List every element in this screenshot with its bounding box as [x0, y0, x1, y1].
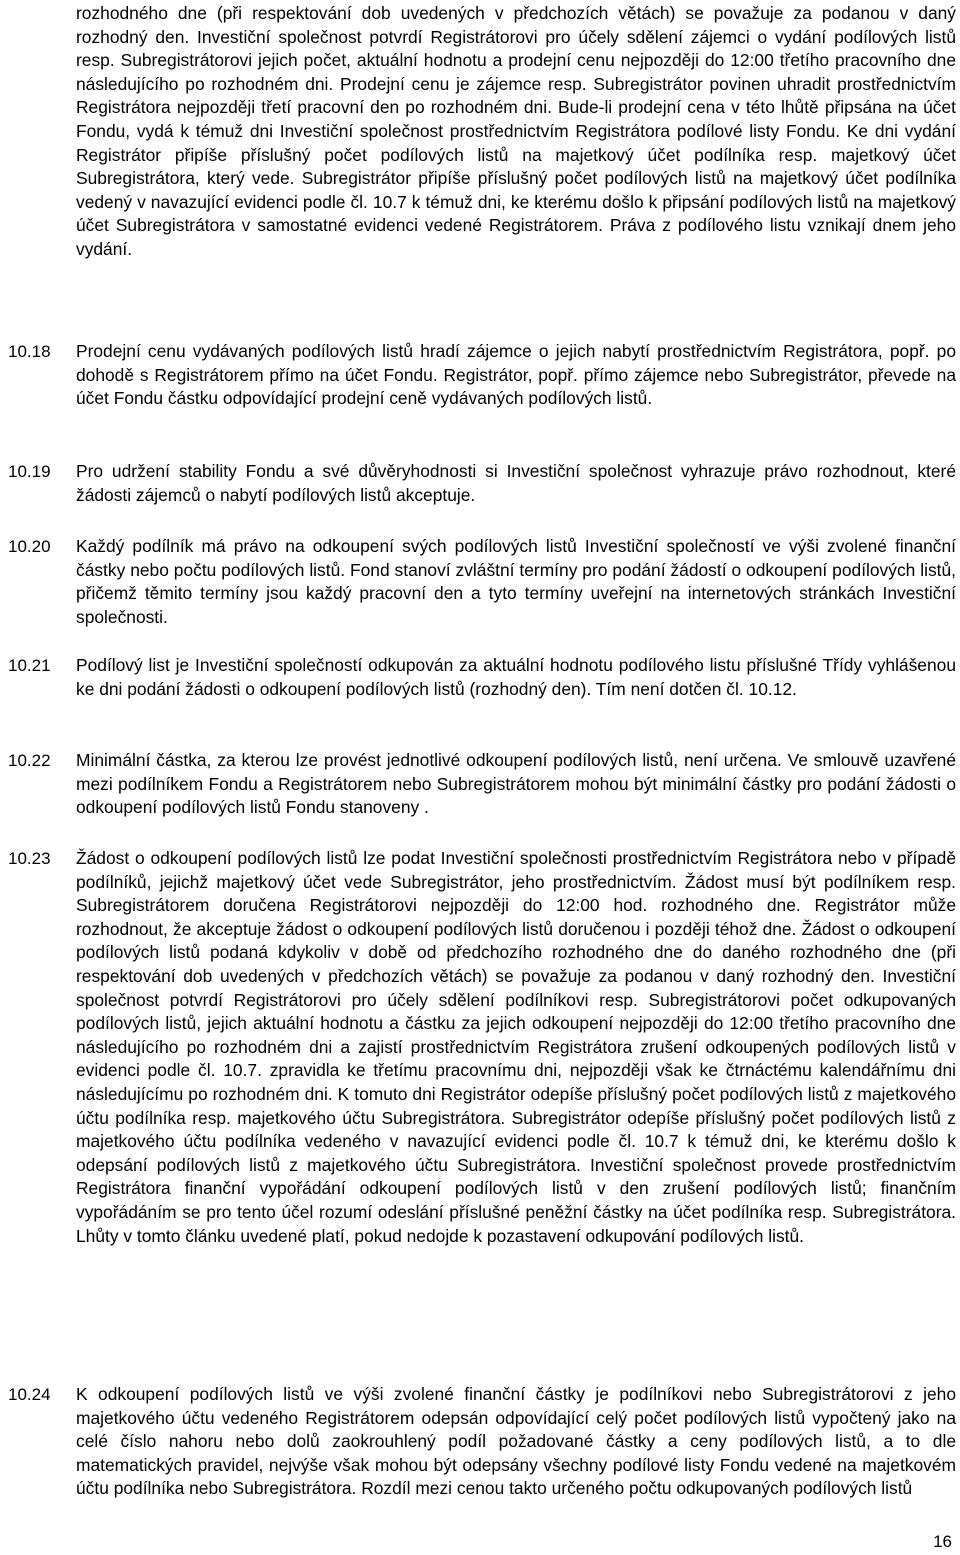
paragraph-number: 10.21 — [8, 656, 51, 675]
paragraph-text: rozhodného dne (při respektování dob uvedených v předchozích větách) se považuje za podanou v daný rozhodný den. Investiční společnost potvrdí Registrátorovi pro účely sdělení zájemci o vydání podílových listů resp. Subregistrátorovi jejich počet, aktuální hodnotu a prodejní cenu nejpozději do 12:00 třetího pracovního dne následujícího po rozhodném dni. Prodejní cenu je zájemce resp. Subregistrátor povinen uhradit prostřednictvím Registrátora nejpozději třetí pracovní den po rozhodném dni. Bude-li prodejní cena v této lhůtě připsána na účet Fondu, vydá k témuž dni Investiční společnost prostřednictvím Registrátora podílové listy Fondu. Ke dni vydání Registrátor připíše příslušný počet podílových listů na majetkový účet podílníka resp. majetkový účet Subregistrátora, který vede. Subregistrátor připíše příslušný počet podílových listů na majetkový účet podílníka vedený v navazující evidenci podle čl. 10.7 k témuž dni, ke kterému došlo k připsání podílových listů na majetkový účet Subregistrátora v samostatné evidenci vedené Registrátorem. Práva z podílového listu vznikají dnem jeho vydání. — [76, 3, 956, 259]
paragraph-text: Žádost o odkoupení podílových listů lze podat Investiční společnosti prostřednictvím Registrátora nebo v případě podílníků, jejichž majetkový účet vede Subregistrátor, jeho prostřednictvím. Žádost musí být podílníkem resp. Subregistrátorem doručena Registrátorovi nejpozději do 12:00 hod. rozhodného dne. Registrátor může rozhodnout, že akceptuje žádost o odkoupení podílových listů doručenou i později téhož dne. Žádost o odkoupení podílových listů podaná kdykoliv v době od předchozího rozhodného dne do daného rozhodného dne (při respektování dob uvedených v předchozích větách) se považuje za podanou v daný rozhodný den. Investiční společnost potvrdí Registrátorovi pro účely sdělení podílníkovi resp. Subregistrátorovi počet odkupovaných podílových listů, jejich aktuální hodnotu a částku za jejich odkoupení nejpozději do 12:00 třetího pracovního dne následujícího po rozhodném dni a zajistí prostřednictvím Registrátora zrušení odkoupených podílových listů v evidenci podle čl. 10.7. zpravidla ke třetímu pracovnímu dni, nejpozději však ke čtrnáctému kalendářnímu dni následujícímu po rozhodném dni. K tomuto dni Registrátor odepíše příslušný počet podílových listů z majetkového účtu podílníka resp. majetkového účtu Subregistrátora. Subregistrátor odepíše příslušný počet podílových listů z majetkového účtu podílníka vedeného v navazující evidenci podle čl. 10.7 k témuž dni, ke kterému došlo k odepsání podílových listů z majetkového účtu Subregistrátora. Investiční společnost provede prostřednictvím Registrátora finanční vypořádání odkoupení podílových listů v den zrušení podílových listů; finančním vypořádáním se pro tento účel rozumí odeslání příslušné peněžní částky na účet podílníka resp. Subregistrátora. Lhůty v tomto článku uvedené platí, pokud nedojde k pozastavení odkupování podílových listů. — [76, 848, 956, 1246]
paragraph-number: 10.22 — [8, 751, 51, 770]
paragraph-number: 10.18 — [8, 342, 51, 361]
paragraph-number: 10.20 — [8, 537, 51, 556]
page-number: 16 — [933, 1532, 952, 1551]
paragraph-text: Prodejní cenu vydávaných podílových listů hradí zájemce o jejich nabytí prostřednictvím Registrátora, popř. po dohodě s Registrátorem přímo na účet Fondu. Registrátor, popř. přímo zájemce nebo Subregistrátor, převede na účet Fondu částku odpovídající prodejní ceně vydávaných podílových listů. — [76, 341, 956, 409]
paragraph-number: 10.23 — [8, 849, 51, 868]
paragraph-number: 10.19 — [8, 462, 51, 481]
paragraph-text: Minimální částka, za kterou lze provést jednotlivé odkoupení podílových listů, není určena. Ve smlouvě uzavřené mezi podílníkem Fondu a Registrátorem nebo Subregistrátorem mohou být minimální částky pro podání žádosti o odkoupení podílových listů Fondu stanoveny . — [76, 750, 956, 818]
paragraph-text: Podílový list je Investiční společností odkupován za aktuální hodnotu podílového listu příslušné Třídy vyhlášenou ke dni podání žádosti o odkoupení podílových listů (rozhodný den). Tím není dotčen čl. 10.12. — [76, 655, 956, 699]
paragraph-text: K odkoupení podílových listů ve výši zvolené finanční částky je podílníkovi nebo Subregistrátorovi z jeho majetkového účtu vedeného Registrátorem odepsán odpovídající celý počet podílových listů vypočtený jako na celé číslo nahoru nebo dolů zaokrouhlený podíl požadované částky a ceny podílových listů, a to dle matematických pravidel, nejvýše však mohou být odepsány všechny podílové listy Fondu vedené na majetkovém účtu podílníka nebo Subregistrátora. Rozdíl mezi cenou takto určeného počtu odkupovaných podílových listů — [76, 1384, 956, 1499]
paragraph-text: Každý podílník má právo na odkoupení svých podílových listů Investiční společností ve výši zvolené finanční částky nebo počtu podílových listů. Fond stanoví zvláštní termíny pro podání žádostí o odkoupení podílových listů, přičemž těmito termíny jsou každý pracovní den a tyto termíny uveřejní na internetových stránkách Investiční společnosti. — [76, 536, 956, 627]
paragraph-number: 10.24 — [8, 1385, 51, 1404]
paragraph-text: Pro udržení stability Fondu a své důvěryhodnosti si Investiční společnost vyhrazuje právo rozhodnout, které žádosti zájemců o nabytí podílových listů akceptuje. — [76, 461, 956, 505]
